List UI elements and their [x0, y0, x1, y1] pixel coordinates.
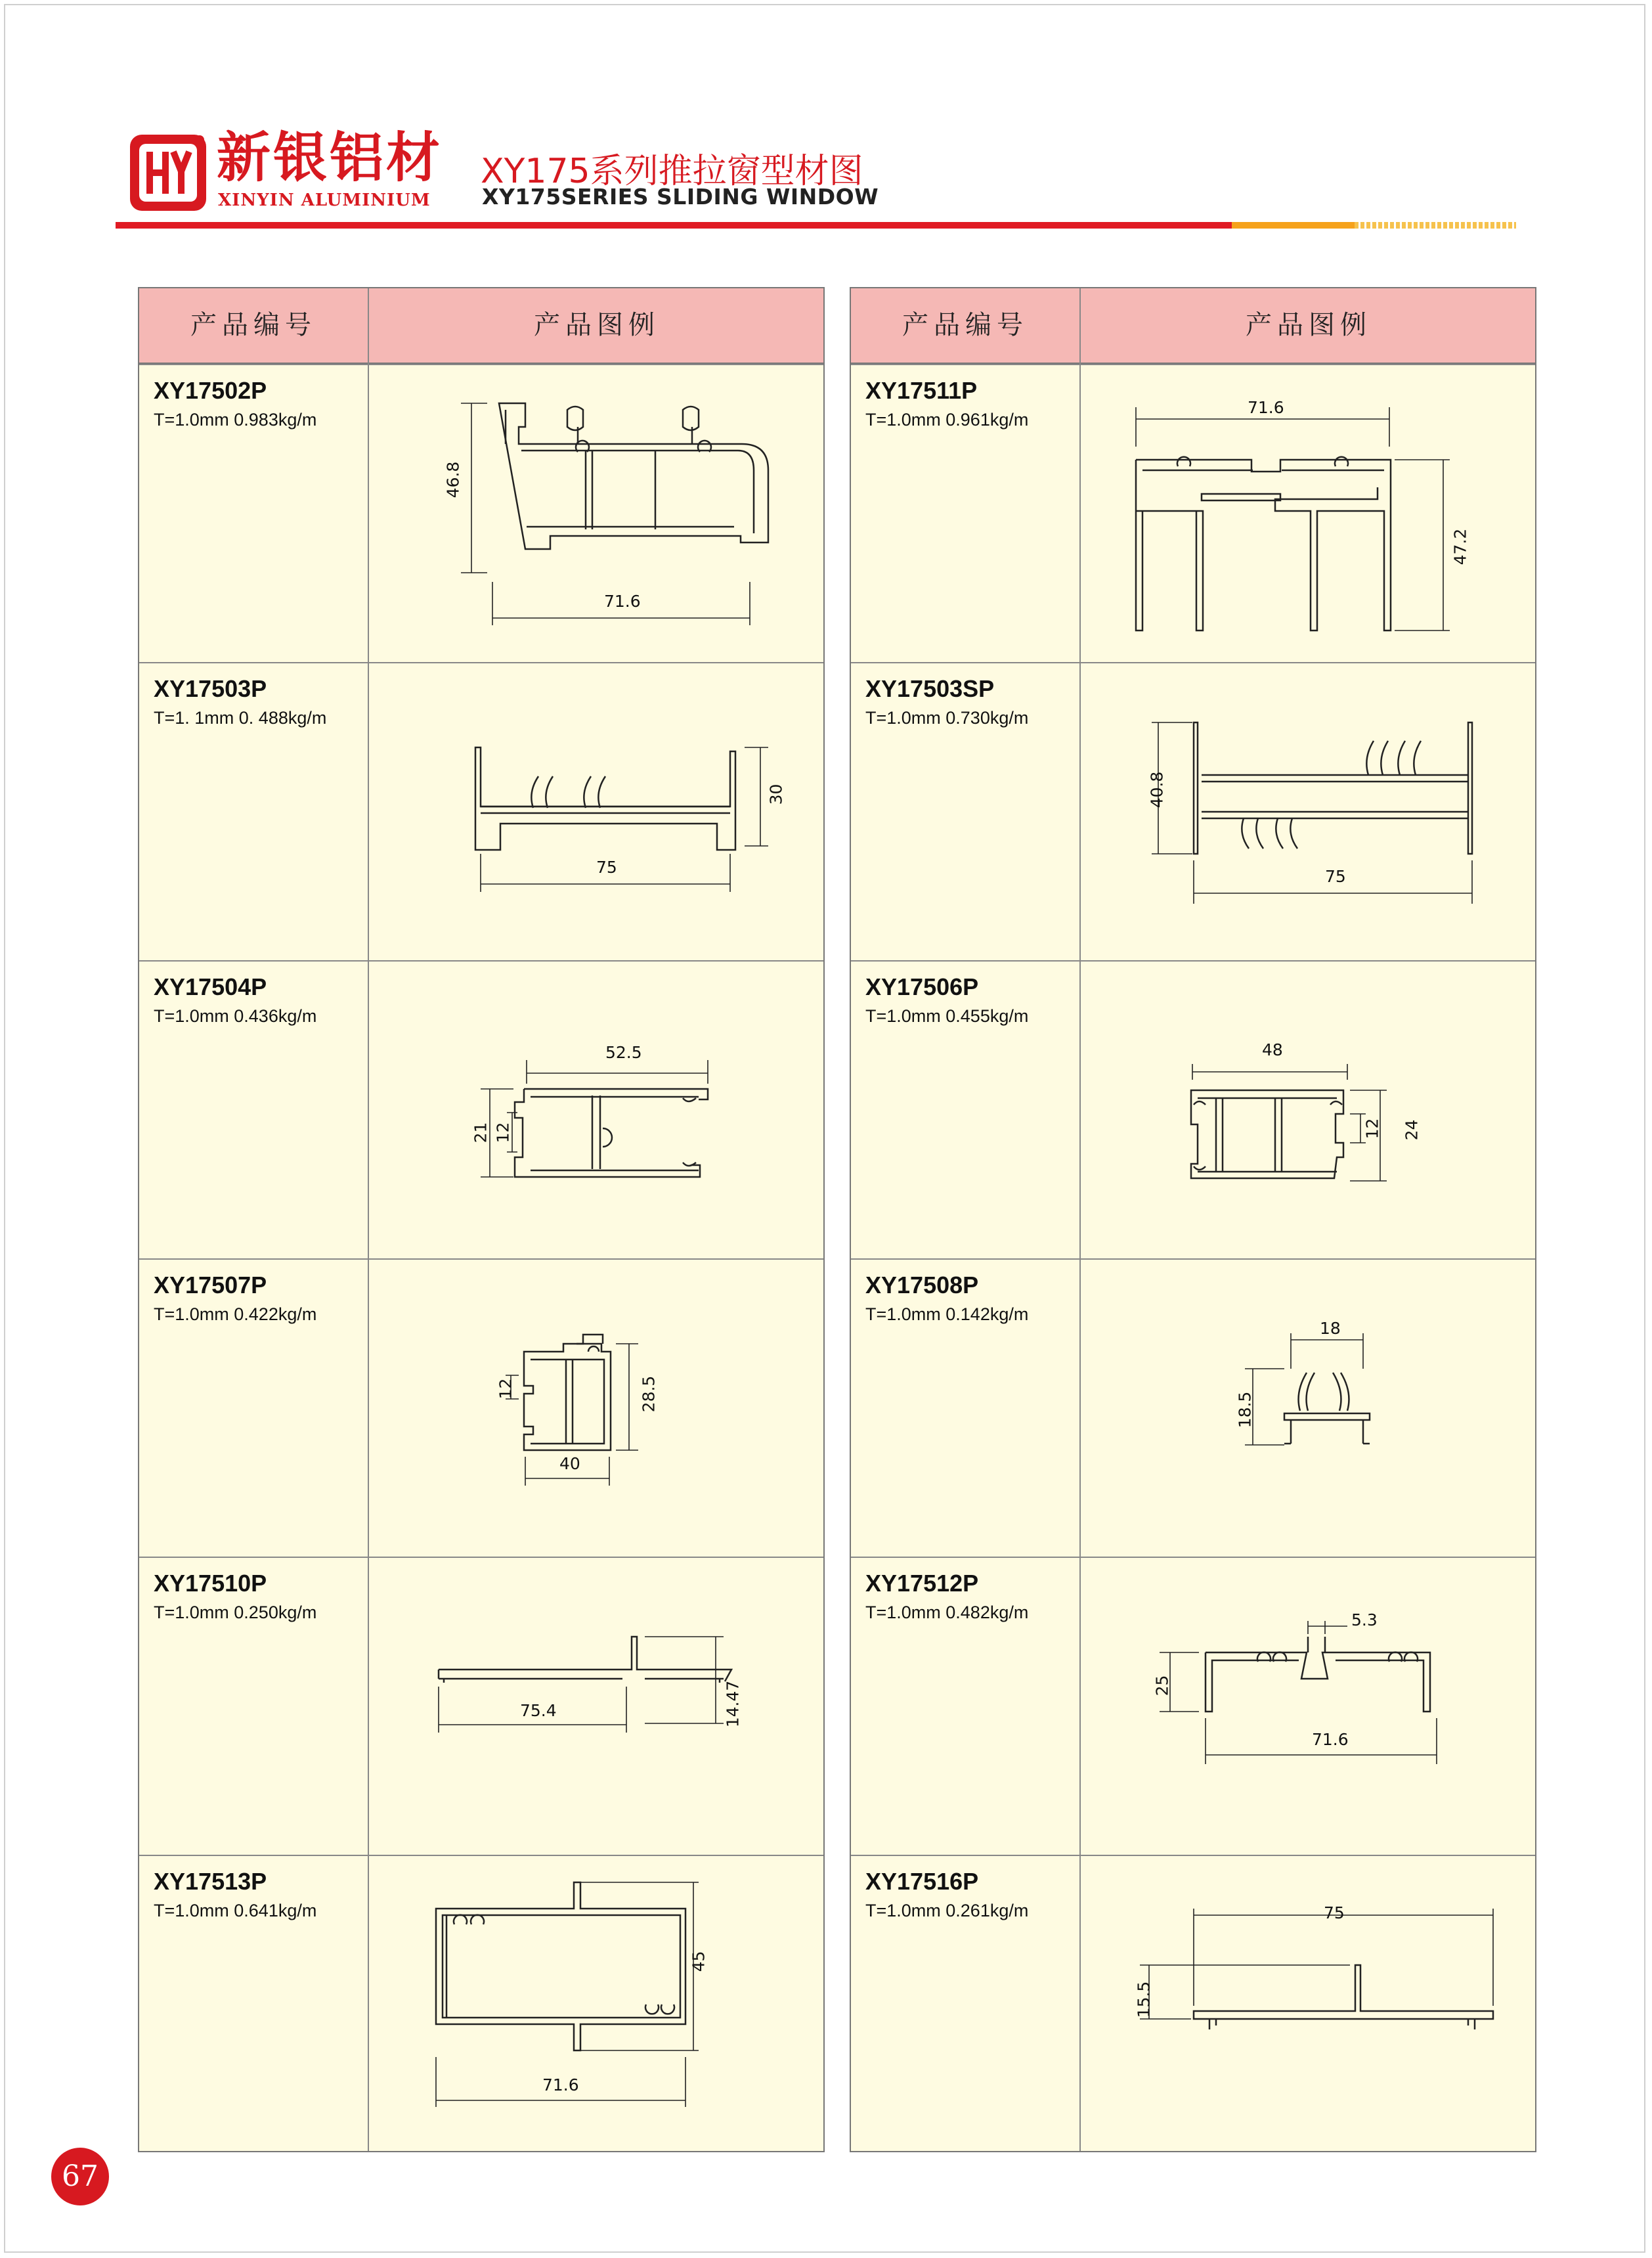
product-row [851, 960, 1535, 1258]
profile-drawing [1081, 365, 1536, 661]
page-number: 67 [51, 2148, 109, 2205]
product-row [851, 1855, 1535, 2153]
product-code: XY17508P [865, 1272, 979, 1298]
product-row [139, 1258, 823, 1557]
profile-drawing [369, 1260, 825, 1555]
product-spec: T=1.0mm 0.261kg/m [865, 1901, 1029, 1920]
dimension-label: 12 [1362, 1118, 1382, 1140]
profile-drawing [369, 962, 825, 1257]
product-code: XY17506P [865, 973, 979, 1000]
table-header [139, 288, 823, 364]
header-product-code: 产品编号 [902, 310, 1028, 340]
product-code: XY17503P [154, 675, 267, 702]
product-row [851, 662, 1535, 960]
dimension-label: 71.6 [1248, 398, 1284, 417]
product-row [851, 1557, 1535, 1855]
product-spec: T=1.0mm 0.455kg/m [865, 1006, 1029, 1026]
product-spec: T=1.0mm 0.482kg/m [865, 1603, 1029, 1622]
dimension-label: 71.6 [604, 592, 641, 611]
product-code: XY17513P [154, 1868, 267, 1895]
header-divider-orange [1232, 222, 1355, 229]
product-row [139, 1557, 823, 1855]
dimension-label: 52.5 [605, 1043, 642, 1062]
header-product-figure: 产品图例 [534, 310, 660, 340]
product-row [139, 960, 823, 1258]
header-divider-dashed [1355, 222, 1516, 229]
product-code: XY17503SP [865, 675, 995, 702]
product-spec: T=1.0mm 0.730kg/m [865, 708, 1029, 728]
brand-name-cn: 新银铝材 [217, 127, 443, 189]
dimension-label: 18 [1320, 1319, 1341, 1338]
dimension-label: 75 [1324, 1903, 1345, 1922]
dimension-label: 12 [496, 1378, 515, 1400]
dimension-label: 5.3 [1351, 1610, 1378, 1629]
product-code: XY17507P [154, 1272, 267, 1298]
dimension-label: 71.6 [542, 2075, 579, 2094]
brand-name-en: XINYIN ALUMINIUM [218, 190, 431, 210]
dimension-label: 45 [689, 1951, 708, 1972]
dimension-label: 40.8 [1147, 771, 1167, 808]
product-spec: T=1. 1mm 0. 488kg/m [154, 708, 327, 728]
page-title-cn: XY175系列推拉窗型材图 [481, 152, 863, 191]
dimension-label: 75.4 [520, 1701, 557, 1720]
product-table-right [850, 287, 1536, 2152]
dimension-label: 47.2 [1450, 528, 1470, 565]
header-product-code: 产品编号 [190, 310, 316, 340]
dimension-label: 28.5 [639, 1375, 659, 1413]
product-row [139, 662, 823, 960]
dimension-label: 18.5 [1235, 1391, 1255, 1428]
profile-drawing [1081, 962, 1536, 1257]
profile-drawing [1081, 663, 1536, 959]
dimension-label: 40 [559, 1454, 580, 1473]
product-spec: T=1.0mm 0.250kg/m [154, 1603, 317, 1622]
dimension-label: 46.8 [443, 461, 463, 498]
product-code: XY17512P [865, 1570, 979, 1597]
product-row [851, 364, 1535, 662]
dimension-label: 25 [1152, 1675, 1172, 1696]
profile-drawing [369, 663, 825, 959]
dimension-label: 14.47 [723, 1680, 743, 1728]
profile-drawing [369, 1856, 825, 2152]
table-header [851, 288, 1535, 364]
profile-drawing [1081, 1856, 1536, 2152]
product-code: XY17511P [865, 377, 978, 404]
product-code: XY17502P [154, 377, 267, 404]
product-spec: T=1.0mm 0.641kg/m [154, 1901, 317, 1920]
dimension-label: 75 [596, 858, 617, 877]
dimension-label: 30 [766, 784, 786, 805]
product-table-left [138, 287, 825, 2152]
dimension-label: 75 [1325, 867, 1346, 886]
header-product-figure: 产品图例 [1246, 310, 1372, 340]
product-code: XY17510P [154, 1570, 267, 1597]
dimension-label: 48 [1262, 1040, 1283, 1059]
xinyin-logo-icon [130, 135, 206, 211]
profile-drawing [1081, 1260, 1536, 1555]
header-divider-red [116, 222, 1232, 229]
profile-drawing [1081, 1558, 1536, 1853]
page-title-en: XY175SERIES SLIDING WINDOW [482, 184, 879, 210]
product-spec: T=1.0mm 0.961kg/m [865, 410, 1029, 430]
dimension-label: 21 [471, 1122, 490, 1143]
product-row [851, 1258, 1535, 1557]
product-spec: T=1.0mm 0.142kg/m [865, 1304, 1029, 1324]
profile-drawing [369, 365, 825, 661]
product-spec: T=1.0mm 0.983kg/m [154, 410, 317, 430]
product-code: XY17516P [865, 1868, 979, 1895]
dimension-label: 24 [1402, 1119, 1422, 1141]
product-code: XY17504P [154, 973, 267, 1000]
product-row [139, 364, 823, 662]
profile-drawing [369, 1558, 825, 1853]
product-spec: T=1.0mm 0.422kg/m [154, 1304, 317, 1324]
dimension-label: 12 [493, 1122, 513, 1143]
dimension-label: 71.6 [1312, 1730, 1349, 1749]
dimension-label: 15.5 [1134, 1981, 1154, 2018]
product-spec: T=1.0mm 0.436kg/m [154, 1006, 317, 1026]
product-row [139, 1855, 823, 2153]
